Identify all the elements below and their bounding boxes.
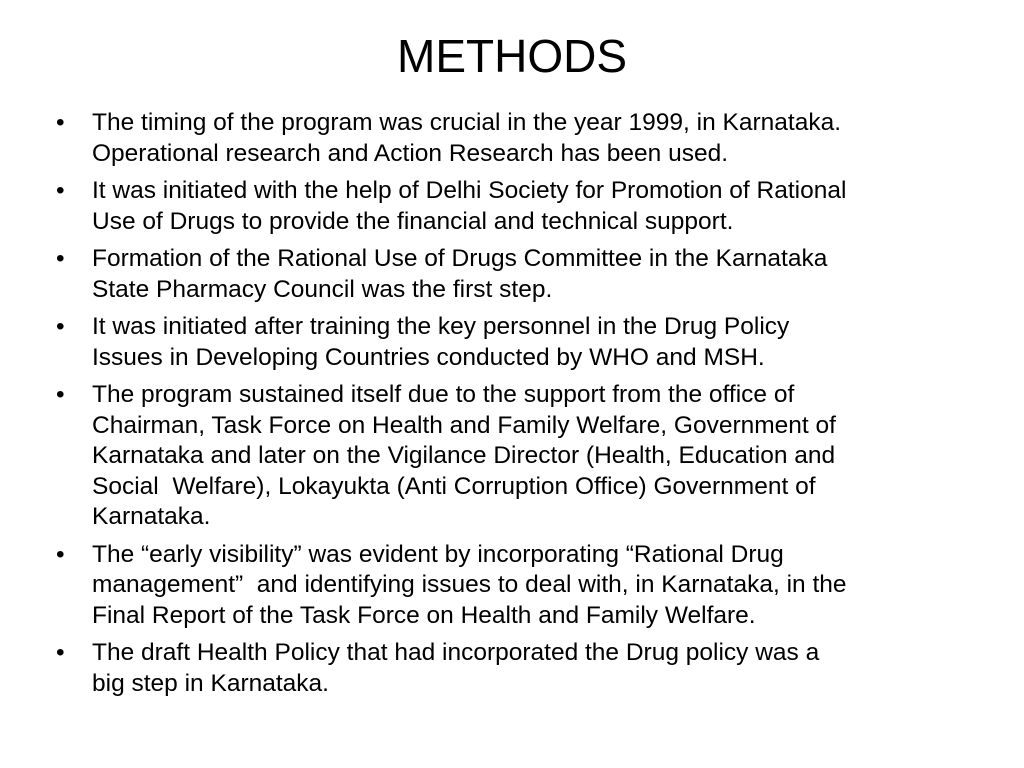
bullet-text-line: Final Report of the Task Force on Health and Family Welfare. xyxy=(92,601,756,629)
bullet-text-line: Use of Drugs to provide the financial and technical support. xyxy=(92,207,734,235)
bullet-text-line: The “early visibility” was evident by incorporating “Rational Drug xyxy=(92,540,784,568)
bullet-dot-icon: • xyxy=(56,177,65,204)
bullet-text-line: Karnataka. xyxy=(92,503,211,530)
bullet-text-line: The program sustained itself due to the support from the office of xyxy=(92,381,795,408)
bullet-item xyxy=(56,380,976,533)
bullet-text-line: big step in Karnataka. xyxy=(92,669,329,697)
bullet-text-line: Formation of the Rational Use of Drugs Committee in the Karnataka xyxy=(92,245,828,272)
bullet-dot-icon: • xyxy=(56,245,65,272)
bullet-text-line: management” and identifying issues to deal with, in Karnataka, in the xyxy=(92,571,847,598)
bullet-list xyxy=(56,108,976,706)
bullet-text-line: State Pharmacy Council was the first step. xyxy=(92,275,553,303)
bullet-item xyxy=(56,176,976,237)
bullet-dot-icon: • xyxy=(56,313,65,340)
bullet-dot-icon: • xyxy=(56,540,65,568)
bullet-item xyxy=(56,638,976,699)
bullet-text-line: Operational research and Action Research has been used. xyxy=(92,139,729,167)
bullet-item xyxy=(56,312,976,373)
bullet-item xyxy=(56,540,976,632)
bullet-text-line: Karnataka and later on the Vigilance Director (Health, Education and xyxy=(92,442,836,469)
bullet-text-line: Chairman, Task Force on Health and Family Welfare, Government of xyxy=(92,411,836,439)
bullet-item xyxy=(56,108,976,169)
bullet-text-line: The draft Health Policy that had incorporated the Drug policy was a xyxy=(92,639,820,666)
bullet-text-line: Issues in Developing Countries conducted by WHO and MSH. xyxy=(92,343,765,371)
bullet-dot-icon: • xyxy=(56,381,65,408)
bullet-dot-icon: • xyxy=(56,639,65,666)
bullet-item xyxy=(56,244,976,305)
bullet-text-line: It was initiated after training the key personnel in the Drug Policy xyxy=(92,313,790,340)
bullet-text-line: Social Welfare), Lokayukta (Anti Corruption Office) Government of xyxy=(92,472,816,500)
bullet-text-line: The timing of the program was crucial in the year 1999, in Karnataka. xyxy=(92,109,841,136)
bullet-dot-icon: • xyxy=(56,109,65,136)
slide-title: METHODS xyxy=(397,30,627,82)
bullet-text-line: It was initiated with the help of Delhi Society for Promotion of Rational xyxy=(92,177,847,204)
